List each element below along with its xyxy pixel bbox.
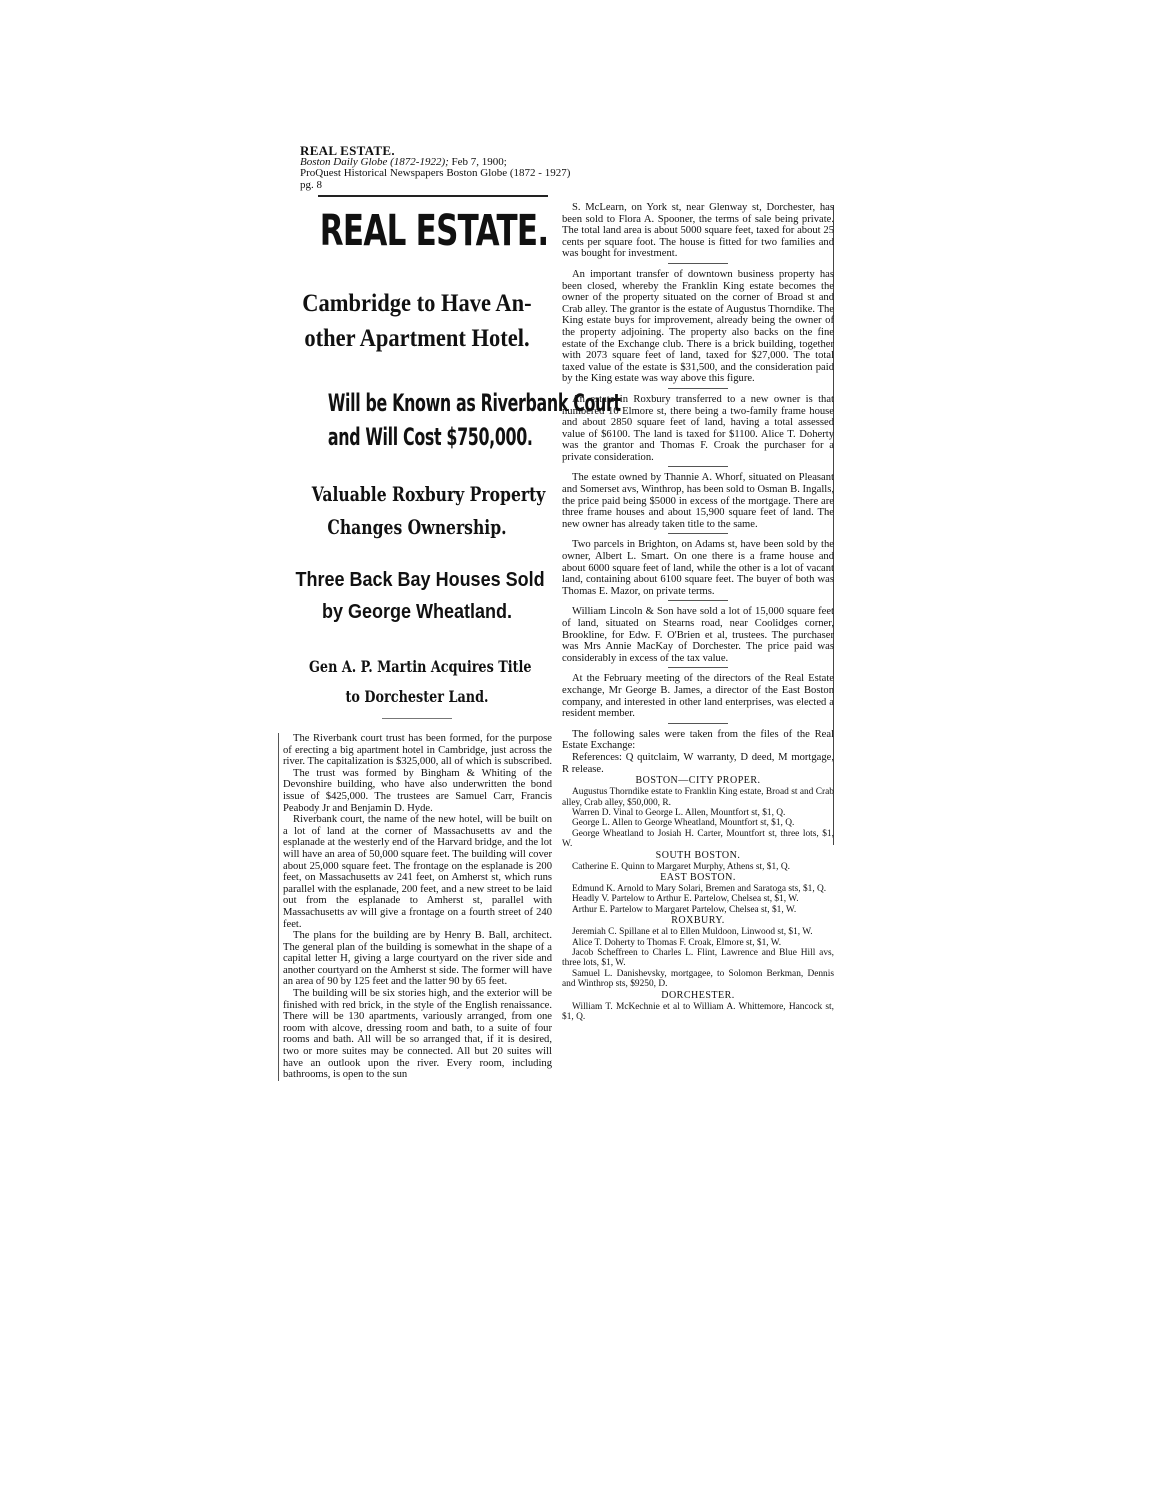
sale-entry: Augustus Thorndike estate to Franklin King estate, Broad st and Crab alley, Crab alley, $50,000, R. (562, 787, 834, 808)
headline-2-line1: Will be Known as Riverbank Court (327, 389, 621, 417)
article-paragraph: The Riverbank court trust has been formed, for the purpose of erecting a big apartment hotel in Cambridge, just across the river. The capitalization is $325,000, all of which is subscribed. (283, 733, 553, 768)
sales-heading-south-boston: SOUTH BOSTON. (655, 849, 741, 861)
headline-2 (327, 386, 621, 454)
headline-1-line2: other Apartment Hotel. (304, 325, 530, 352)
paragraph-divider (668, 533, 728, 534)
sales-heading-roxbury: ROXBURY. (671, 915, 725, 927)
headline-3-line1: Valuable Roxbury Property (311, 482, 546, 506)
sale-entry: George Wheatland to Josiah H. Carter, Mountfort st, three lots, $1, W. (562, 828, 834, 850)
article-paragraph: At the February meeting of the directors of the Real Estate exchange, Mr George B. James, a director of the East Boston company, and interested in other land enterprises, was elected a resident member. (562, 673, 834, 720)
headline-4-line2: by George Wheatland. (321, 601, 513, 623)
headline-1 (296, 286, 539, 356)
sale-entry: William T. McKechnie et al to William A. Whittemore, Hancock st, $1, Q. (562, 1001, 834, 1023)
article-paragraph: William Lincoln & Son have sold a lot of 15,000 square feet of land, situated on Stearns road, near Coolidges corner, Brookline, for Edw. F. O'Brien et al, trustees. The purchaser was Mrs Annie MacKay of Dorchester. The price paid was considerably in excess of the tax value. (562, 606, 834, 664)
article-paragraph: An estate in Roxbury transferred to a new owner is that numbered 16 Elmore st, there being a two-family frame house and about 2850 square feet of land, having a total assessed value of $6100. The land is taxed for $1100. Alice T. Doherty was the grantor and Thomas F. Croak the purchaser for a private consideration. (562, 393, 834, 463)
sale-entry: Arthur E. Partelow to Margaret Partelow, Chelsea st, $1, W. (572, 904, 797, 915)
article-paragraph: S. McLearn, on York st, near Glenway st, Dorchester, has been sold to Flora A. Spooner, the terms of sale being private. The total land area is about 5000 square feet, taxed for about 25 cents per square foot. The house is fitted for two families and was bought for investment. (562, 202, 834, 260)
article-paragraph: Riverbank court, the name of the new hotel, will be built on a lot of land at the corner of Massachusetts av and the esplanade at the westerly end of the Harvard bridge, and the lot will have an area of 50,000 square feet. The building will cover about 25,000 square feet. The frontage on the esplanade is 200 feet, on Massachusetts av 241 feet, on Amherst st, which runs parallel with the esplanade, 200 feet, and a new street to be laid out from the esplanade to Amherst st, parallel with Massachusetts av will give a frontage on a fourth street of 240 feet. (283, 814, 552, 930)
right-column (562, 202, 834, 1022)
sale-entry: Alice T. Doherty to Thomas F. Croak, Elmore st, $1, W. (572, 937, 782, 948)
sale-entry: Jeremiah C. Spillane et al to Ellen Muldoon, Linwood st, $1, W. (572, 927, 813, 938)
headline-1-line1: Cambridge to Have An- (302, 290, 532, 317)
citation-page: pg. 8 (300, 178, 322, 191)
sale-entry: Catherine E. Quinn to Margaret Murphy, Athens st, $1, Q. (572, 861, 790, 872)
paragraph-divider (668, 600, 728, 601)
citation-rule (318, 195, 548, 197)
citation-source: Boston Daily Globe (1872-1922); (300, 155, 449, 168)
sale-entry: Headly V. Partelow to Arthur E. Partelow, Chelsea st, $1, W. (572, 894, 799, 905)
sale-entry: George L. Allen to George Wheatland, Mountfort st, $1, Q. (572, 818, 795, 829)
headline-2-line2: and Will Cost $750,000. (327, 423, 533, 451)
sales-list (562, 775, 834, 1022)
sale-entry: Jacob Scheffreen to Charles L. Flint, Lawrence and Blue Hill avs, three lots, $1, W. (562, 948, 834, 969)
paragraph-divider (668, 466, 728, 467)
headline-4-line1: Three Back Bay Houses Sold (295, 569, 545, 591)
masthead: REAL ESTATE. (319, 206, 549, 256)
paragraph-divider (668, 723, 728, 724)
citation-date: Feb 7, 1900; (451, 155, 507, 168)
article-paragraph: References: Q quitclaim, W warranty, D deed, M mortgage, R release. (562, 751, 834, 775)
sales-heading-dorchester: DORCHESTER. (661, 989, 735, 1001)
article-paragraph: Two parcels in Brighton, on Adams st, have been sold by the owner, Albert L. Smart. On one there is a frame house and about 6000 square feet of land, while the other is a lot of vacant land, containing about 6100 square feet. The buyer of both was Thomas E. Mazor, on private terms. (562, 539, 834, 597)
headline-divider (382, 718, 452, 719)
left-column (282, 206, 621, 1081)
sale-entry: Samuel L. Danishevsky, mortgagee, to Solomon Berkman, Dennis and Winthrop sts, $9250, D. (562, 968, 834, 990)
sales-heading-east-boston: EAST BOSTON. (660, 871, 736, 883)
paragraph-divider (668, 388, 728, 389)
citation-block (300, 145, 600, 191)
citation-title: REAL ESTATE. (300, 143, 395, 158)
headline-3-line2: Changes Ownership. (327, 515, 507, 539)
sale-entry: Warren D. Vinal to George L. Allen, Mountfort st, $1, Q. (572, 807, 786, 818)
sales-heading-boston: BOSTON—CITY PROPER. (635, 775, 761, 787)
headline-5-line2: to Dorchester Land. (345, 687, 489, 706)
article-paragraph: The plans for the building are by Henry B. Ball, architect. The general plan of the building is somewhat in the shape of a capital letter H, giving a large courtyard on the river side and another courtyard on the Amherst st side. The former will have an area of 90 by 125 feet and the latter 90 by 65 feet. (283, 930, 552, 988)
headline-3 (311, 478, 546, 544)
left-article-body (278, 733, 552, 1081)
article-paragraph: The estate owned by Thannie A. Whorf, situated on Pleasant and Somerset avs, Winthrop, has been sold to Osman B. Ingalls, the price paid being $5000 in excess of the mortgage. There are three frame houses and about 15,900 square feet of land. The new owner has already taken title to the same. (562, 472, 834, 530)
sale-entry: Edmund K. Arnold to Mary Solari, Bremen and Saratoga sts, $1, Q. (572, 883, 827, 894)
article-paragraph: The following sales were taken from the files of the Real Estate Exchange: (562, 728, 834, 752)
citation-database: ProQuest Historical Newspapers Boston Globe (1872 - 1927) (300, 167, 571, 179)
paragraph-divider (668, 667, 728, 668)
headline-4 (295, 564, 545, 628)
article-paragraph: An important transfer of downtown business property has been closed, whereby the Franklin King estate becomes the owner of the property situated on the corner of Broad st and Crab alley. The grantor is the estate of Augustus Thorndike. The King estate buys for improvement, already being the owner of the property adjoining. The property also backs on the fine estate of the Exchange club. There is a brick building, together with 2073 square feet of land, taxed for $27,000. The total taxed value of the estate is $31,500, and the consideration paid by the King estate was way above this figure. (562, 268, 834, 385)
headline-5-line1: Gen A. P. Martin Acquires Title (309, 657, 532, 676)
paragraph-divider (668, 263, 728, 264)
article-paragraph: The building will be six stories high, and the exterior will be finished with red brick, in the style of the English renaissance. There will be 130 apartments, variously arranged, from one room with alcove, dressing room and bath, to a suite of four rooms and bath. All will be so arranged that, if it is desired, two or more suites may be connected. All but 20 suites will have an outlook upon the river. Every room, including bathrooms, is open to the sun (283, 988, 552, 1081)
article-paragraph: The trust was formed by Bingham & Whiting of the Devonshire building, who have also underwritten the bond issue of $425,000. The trustees are Samuel Carr, Francis Peabody Jr and Benjamin D. Hyde. (283, 767, 552, 814)
headline-5 (309, 652, 532, 712)
